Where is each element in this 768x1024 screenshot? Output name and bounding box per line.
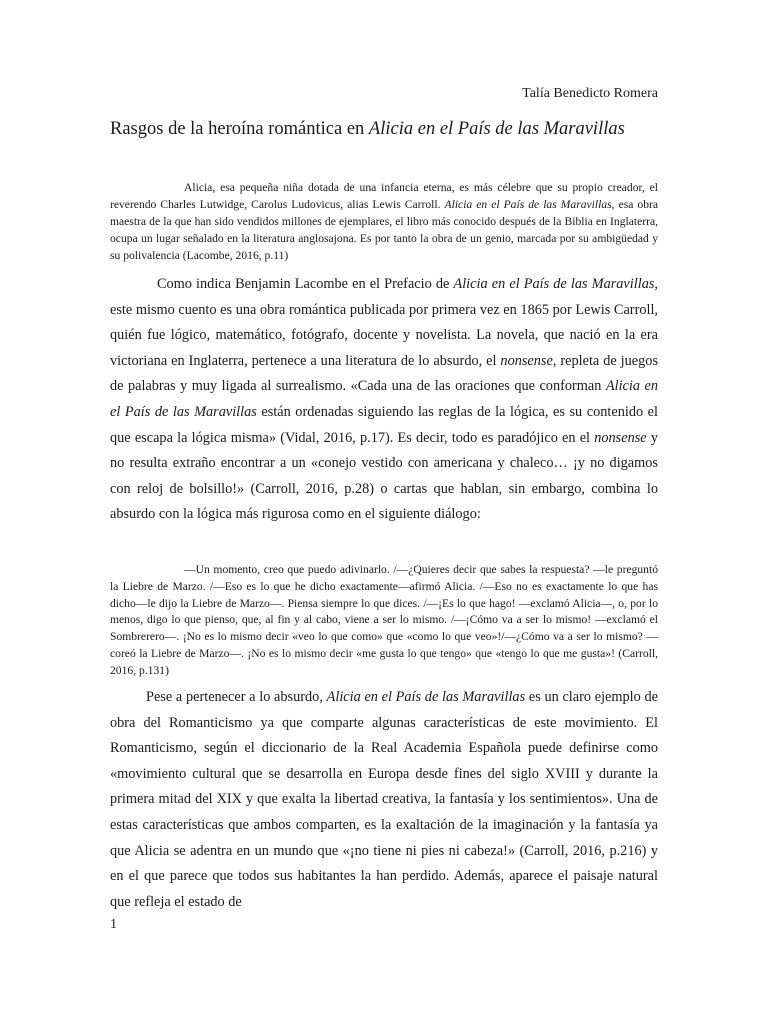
epigraph-quote <box>110 179 658 264</box>
page-number: 1 <box>110 917 117 932</box>
para1-text-3: repleta de juegos de palabras y muy ligada al surrealismo. «Cada una de las oraciones que conforman <box>110 352 659 395</box>
para1-text-5: y no resulta extraño encontrar a un «conejo vestido con americana y chaleco… ¡y no digamos con reloj de bolsillo!» (Carroll, 2016, p.28) o cartas que hablan, sin embargo, combina lo absurdo con la lógica más rigurosa como en el siguiente diálogo: <box>110 429 658 523</box>
title-text: Rasgos de la heroína romántica en <box>110 119 369 139</box>
para1-italic-3: Alicia en el País de las Maravillas <box>110 378 658 420</box>
para1-text-2: , este mismo cuento es una obra romántica publicada por primera vez en 1865 por Lewis Carroll, quién fue lógico, matemático, fotógrafo, docente y novelista. La novela, que nació en la era victoriana en Inglaterra, pertenece a una literatura de lo absurdo, el <box>110 276 658 369</box>
epigraph-italic-1: Alicia en el País de las Maravillas <box>444 198 612 211</box>
dialogue-quote: —Un momento, creo que puedo adivinarlo. /—¿Quieres decir que sabes la respuesta? —le preguntó la Liebre de Marzo. /—Eso es lo que he dicho exactamente—afirmó Alicia. /—Eso no es exactamente lo que has dicho—le dijo la Liebre de Marzo—. Piensa siempre lo que dices. /—¡Es lo que hago! —exclamó Alicia—, o, por lo menos, digo lo que pienso, que, al fin y al cabo, viene a ser lo mismo. /—¡Cómo va a ser lo mismo! —exclamó el Sombrerero—. ¡No es lo mismo decir «veo lo que como» que «como lo que veo»!/—¿Cómo va a ser lo mismo? —coreó la Liebre de Marzo—. ¡No es lo mismo decir «me gusta lo que tengo» que «tengo lo que me gusta»! (Carroll, 2016, p.131) <box>110 563 658 677</box>
para1-italic-2: nonsense, <box>500 352 557 369</box>
author-name: Talía Benedicto Romera <box>522 86 658 101</box>
epigraph-text-2: , esa obra maestra de la que han sido vendidos millones de ejemplares, el libro más conocido después de la Biblia en Inglaterra, ocupa un lugar señalado en la literatura anglosajona. Es por tanto la obra de un genio, marcada por su ambigüedad y su polivalencia (Lacombe, 2016, p.11) <box>110 198 659 262</box>
title-italic-text: Alicia en el País de las Maravillas <box>368 119 625 139</box>
body-paragraph-1 <box>110 272 658 528</box>
body-paragraph-2 <box>110 685 658 915</box>
para1-italic-4: nonsense <box>594 429 647 446</box>
para2-italic-1: Alicia en el País de las Maravillas <box>326 689 526 705</box>
para2-text-2: es un claro ejemplo de obra del Romanticismo ya que comparte algunas características de este movimiento. El Romanticismo, según el diccionario de la Real Academia Española puede definirse como «movimiento cultural que se desarrolla en Europa desde fines del siglo XVIII y durante la primera mitad del XIX y que exalta la libertad creativa, la fantasía y los sentimientos». Una de estas características que ambos comparten, es la exaltación de la imaginación y la fantasía ya que Alicia se adentra en un mundo que «¡no tiene ni pies ni cabeza!» (Carroll, 2016, p.216) y en el que parece que todos sus habitantes la han perdido. Además, aparece el paisaje natural que refleja el estado de <box>110 689 658 910</box>
para1-text-1: Como indica Benjamin Lacombe en el Prefacio de <box>157 276 454 292</box>
document-title <box>110 116 658 142</box>
epigraph-text-1: Alicia, esa pequeña niña dotada de una infancia eterna, es más célebre que su propio creador, el reverendo Charles Lutwidge, Carolus Ludovicus, alias Lewis Carroll. <box>110 181 658 211</box>
para1-italic-1: Alicia en el País de las Maravillas <box>453 276 655 292</box>
para1-text-4: están ordenadas siguiendo las reglas de la lógica, es su contenido el que escapa la lógica misma» (Vidal, 2016, p.17). Es decir, todo es paradójico en el <box>110 403 658 446</box>
para2-text-1: Pese a pertenecer a lo absurdo, <box>146 689 327 705</box>
